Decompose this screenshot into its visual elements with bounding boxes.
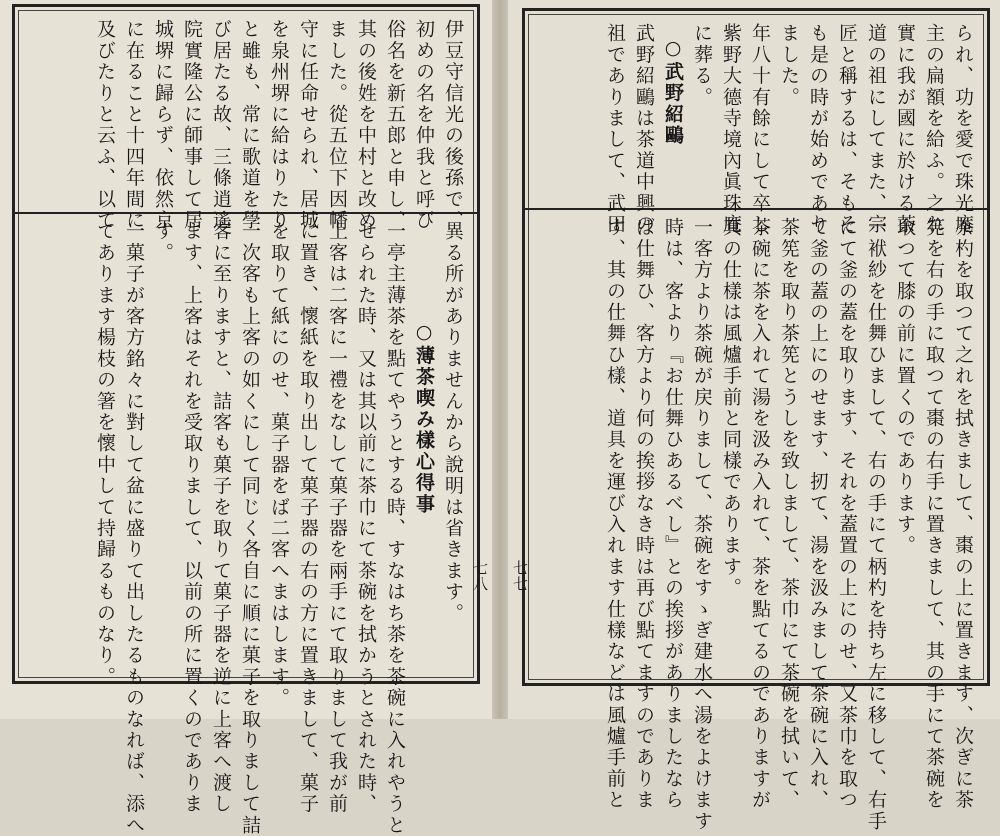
page-number: 七七: [511, 560, 529, 592]
text-column: て釜の蓋の上にのせます、扨て、湯を汲みまして茶碗に入れ、: [807, 217, 829, 811]
left-page: [0, 0, 492, 836]
text-column: られ、功を愛で珠光庵: [952, 23, 974, 235]
text-column: 主の扁額を給ふ。之れ: [923, 23, 945, 235]
text-column: 道の祖にしてまた、宗: [865, 23, 887, 235]
text-column: 院實隆公に師事して居: [181, 19, 203, 231]
text-column: 一次客も上客の如くにして同じく各自に順に菓子を取りまして詰: [239, 221, 261, 836]
text-column: ました。從五位下因幡: [326, 19, 348, 231]
text-column: ます、上客はそれを受取りまして、以前の所に置くのでありま: [181, 221, 203, 815]
right-upper-text: [535, 23, 977, 235]
text-column: てあります楊枝の箸を懷中して持歸るものなり。: [94, 221, 116, 688]
book-gutter: [492, 0, 508, 719]
text-column: 客に至りますと、詰客も菓子を取りて菓子器を逆に上客へ渡し: [210, 221, 232, 815]
text-column: 實に我が國に於ける茶: [894, 23, 916, 235]
text-column: 上客は二客に一禮をなして菓子器を兩手にて取りまして我が前: [326, 221, 348, 815]
text-column: 異る所がありませんから說明は省きます。: [442, 221, 464, 624]
page-number: 七八: [471, 560, 489, 592]
text-column: 其の仕樣は風爐手前と同樣であります。: [720, 217, 742, 599]
text-column: に置き、懷紙を取り出して菓子器の右の方に置きまして、菓子: [297, 221, 319, 815]
text-column: ば仕舞ひ、客方より何の挨拶なき時は再び點てますのでありま: [633, 217, 655, 811]
left-upper-text: [25, 19, 467, 231]
text-column: 取つて膝の前に置くのであります。: [894, 217, 916, 557]
text-column: 茶杓を取つて之れを拭きまして、棗の上に置きます、次ぎに茶: [952, 217, 974, 811]
left-page-frame: [12, 4, 480, 836]
text-column: に葬る。: [691, 23, 713, 108]
text-column: す。: [152, 221, 174, 264]
text-column: に在ること十四年間に: [123, 19, 145, 231]
text-column: 一亭主薄茶を點てやうとする時、すなはち茶を茶碗に入れやうと: [384, 221, 406, 836]
text-column: 茶筅を取り茶筅とうしを致しまして、茶巾にて茶碗を拭いて、: [778, 217, 800, 811]
text-column: を泉州堺に給はりたり: [268, 19, 290, 231]
text-column: 紫野大德寺境內眞珠庵: [720, 23, 742, 235]
right-page: [508, 0, 1000, 832]
text-column: び居たる故、三條逍遙: [210, 19, 232, 231]
text-column: す、其の仕舞ひ樣、道具を運び入れます仕樣などは風爐手前と: [604, 217, 626, 811]
text-column: せられた時、又は其以前に茶巾にて茶碗を拭かうとされた時、: [355, 221, 377, 815]
text-column: を取りて紙にのせ、菓子器をば二客へまはします。: [268, 221, 290, 709]
text-column: 武野紹鷗は茶道中興の: [633, 23, 655, 235]
text-column: 及びたりと云ふ、以て: [94, 19, 116, 231]
text-column: 城堺に歸らず、依然京: [152, 19, 174, 231]
text-column: 守に任命せられ、居城: [297, 19, 319, 231]
text-column: にて釜の蓋を取ります、それを蓋置の上にのせ、又茶巾を取つ: [836, 217, 858, 811]
section-heading: ○薄茶喫み樣心得事: [413, 321, 435, 515]
text-column: も是の時が始めであり: [807, 23, 829, 235]
text-column: 茶碗に茶を入れて湯を汲み入れて、茶を點てるのでありますが: [749, 217, 771, 811]
text-column: と雖も、常に歌道を學: [239, 19, 261, 231]
text-column: 筅を右の手に取つて棗の右手に置きまして、其の手にて茶碗を: [923, 217, 945, 811]
right-page-frame: [522, 8, 990, 832]
text-column: 一客方より茶碗が戻りまして、茶碗をすゝぎ建水へ湯をよけます: [691, 217, 713, 832]
text-column: 伊豆守信光の後孫で、: [442, 19, 464, 231]
text-column: 俗名を新五郎と申し、: [384, 19, 406, 231]
text-column: 年八十有餘にして卒し: [749, 23, 771, 235]
left-lower-text: [25, 221, 467, 836]
right-lower-text: [535, 217, 977, 832]
text-column: 匠と稱するは、そもそ: [836, 23, 858, 235]
text-column: 時は、客より『お仕舞ひあるべし』との挨拶がありましたなら: [662, 217, 684, 811]
text-column: 初めの名を仲我と呼び: [413, 19, 435, 231]
text-column: 祖でありまして、武田: [604, 23, 626, 235]
section-heading: ○武野紹鷗: [662, 37, 684, 146]
text-column: 其の後姓を中村と改め: [355, 19, 377, 231]
text-column: ました。: [778, 23, 800, 108]
text-column: 一袱紗を仕舞ひまして、右の手にて柄杓を持ち左に移して、右手: [865, 217, 887, 832]
text-column: 一菓子が客方銘々に對して盆に盛りて出したるものなれば、添へ: [123, 221, 145, 836]
